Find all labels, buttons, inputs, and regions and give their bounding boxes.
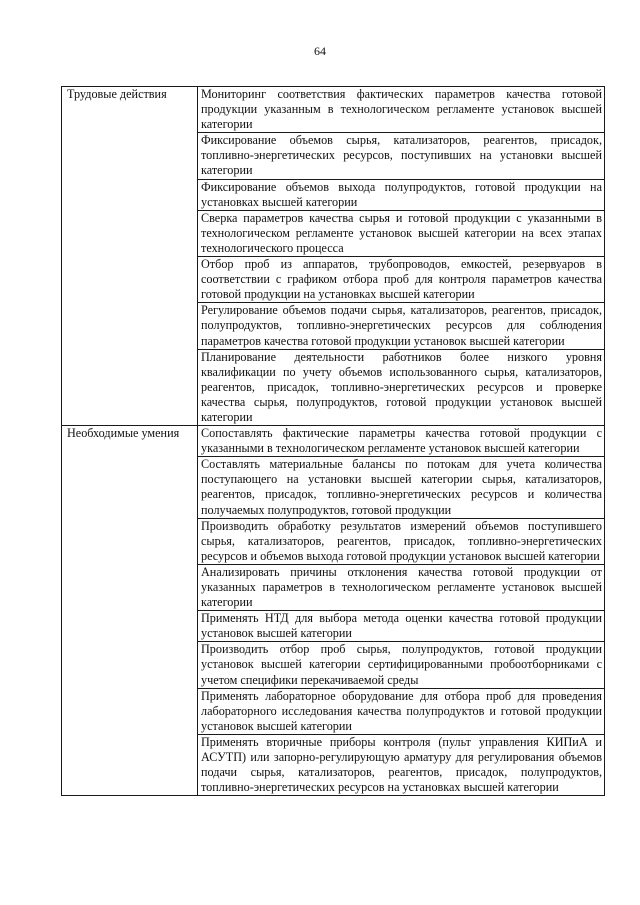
competency-table	[61, 86, 605, 796]
labor-action-item: Планирование деятельности работников более низкого уровня квалификации по учету объемов использованного сырья, катализаторов, реагентов, присадок, топливно-энергетических ресурсов и проверке качества сырья, полупродуктов, готовой продукции установок высшей категории	[198, 349, 605, 425]
labor-action-item: Мониторинг соответствия фактических параметров качества готовой продукции указанным в технологическом регламенте установок высшей категории	[198, 87, 605, 133]
skill-item: Применять НТД для выбора метода оценки качества готовой продукции установок высшей категории	[198, 611, 605, 642]
skill-item: Применять лабораторное оборудование для отбора проб для проведения лабораторного исследования качества полупродуктов и готовой продукции установок высшей категории	[198, 688, 605, 734]
labor-action-item: Сверка параметров качества сырья и готовой продукции с указанными в технологическом регламенте установок высшей категории на всех этапах технологического процесса	[198, 210, 605, 256]
skill-item: Сопоставлять фактические параметры качества готовой продукции с указанными в технологическом регламенте установок высшей категории	[198, 426, 605, 457]
skill-item: Производить отбор проб сырья, полупродуктов, готовой продукции установок высшей категории сертифицированными пробоотборниками с учетом специфики перекачиваемой среды	[198, 642, 605, 688]
skill-item: Применять вторичные приборы контроля (пульт управления КИПиА и АСУТП) или запорно-регулирующую арматуру для регулирования объемов подачи сырья, катализаторов, реагентов, присадок, полупродуктов, топливно-энергетических ресурсов на установках высшей категории	[198, 734, 605, 795]
labor-action-item: Фиксирование объемов выхода полупродуктов, готовой продукции на установках высшей категории	[198, 179, 605, 210]
labor-action-item: Фиксирование объемов сырья, катализаторов, реагентов, присадок, топливно-энергетических ресурсов, поступивших на установки высшей категории	[198, 133, 605, 179]
page-number: 64	[314, 44, 326, 58]
section-label-required-skills: Необходимые умения	[62, 426, 198, 796]
skill-item: Анализировать причины отклонения качества готовой продукции от указанных параметров в технологическом регламенте установок высшей категории	[198, 564, 605, 610]
table-row	[62, 87, 605, 133]
labor-action-item: Регулирование объемов подачи сырья, катализаторов, реагентов, присадок, полупродуктов, топливно-энергетических ресурсов для соблюдения параметров качества готовой продукции установок высшей категории	[198, 303, 605, 349]
skill-item: Составлять материальные балансы по потокам для учета количества поступающего на установки высшей категории сырья, катализаторов, реагентов, присадок, топливно-энергетических ресурсов и количества получаемых полупродуктов, готовой продукции	[198, 457, 605, 518]
table-row	[62, 426, 605, 457]
section-label-labor-actions: Трудовые действия	[62, 87, 198, 426]
skill-item: Производить обработку результатов измерений объемов поступившего сырья, катализаторов, реагентов, присадок, топливно-энергетических ресурсов и объемов выхода готовой продукции установок высшей категории	[198, 518, 605, 564]
labor-action-item: Отбор проб из аппаратов, трубопроводов, емкостей, резервуаров в соответствии с графиком отбора проб для контроля параметров качества готовой продукции на установках высшей категории	[198, 257, 605, 303]
